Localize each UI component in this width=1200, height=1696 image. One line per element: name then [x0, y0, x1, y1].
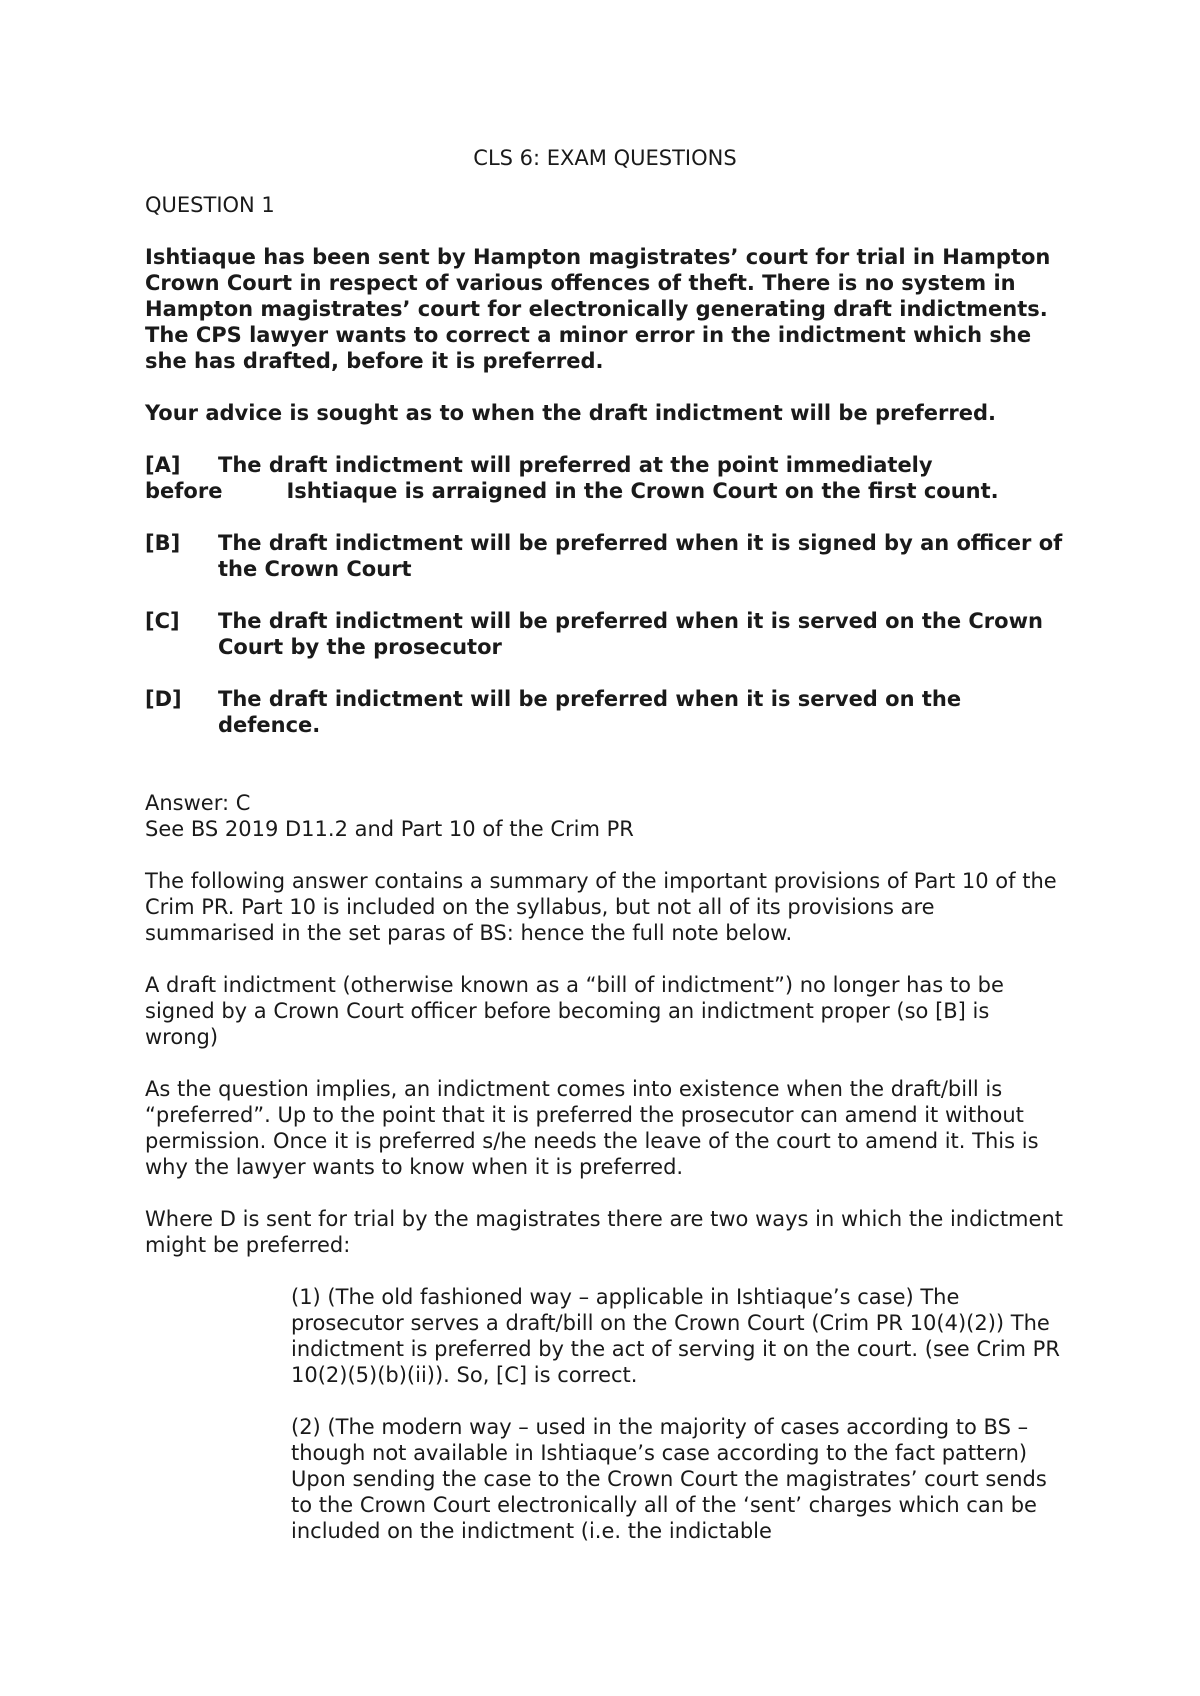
- option-c-letter: [C]: [145, 609, 180, 633]
- question-text: Ishtiaque has been sent by Hampton magistrates’ court for trial in Hampton Crown Court in respect of various offences of theft. There is no system in Hampton magistrates’ court for electronically generating draft indictments. The CPS lawyer wants to correct a minor error in the indictment which she she has drafted, before it is preferred.: [145, 245, 1051, 373]
- document-page: [145, 145, 1065, 1570]
- option-c: [145, 608, 1065, 660]
- option-a: [145, 452, 1065, 504]
- indented-way-2: (2) (The modern way – used in the majority of cases according to BS – though not available in Ishtiaque’s case according to the fact pattern) Upon sending the case to the Crown Court the magistrates’ court sends to the Crown Court electronically all of the ‘sent’ charges which can be included on the indictment (i.e. the indictable: [291, 1415, 1047, 1543]
- option-d-letter: [D]: [145, 687, 182, 711]
- paragraph-two-ways: Where D is sent for trial by the magistrates there are two ways in which the indictment might be preferred:: [145, 1207, 1063, 1257]
- paragraph-bill: A draft indictment (otherwise known as a “bill of indictment”) no longer has to be signed by a Crown Court officer before becoming an indictment proper (so [B] is wrong): [145, 973, 1004, 1049]
- option-a-line1: The draft indictment will preferred at the point immediately: [218, 453, 933, 477]
- paragraph-intro: The following answer contains a summary of the important provisions of Part 10 of the Crim PR. Part 10 is included on the syllabus, but not all of its provisions are summarised in the set paras of BS: hence the full note below.: [145, 869, 1057, 945]
- option-b-text: The draft indictment will be preferred when it is signed by an officer of the Crown Court: [218, 531, 1063, 581]
- document-title: CLS 6: EXAM QUESTIONS: [473, 146, 737, 170]
- paragraph-preferred: As the question implies, an indictment comes into existence when the draft/bill is “preferred”. Up to the point that it is preferred the prosecutor can amend it without permission. Once it is preferred s/he needs the leave of the court to amend it. This is why the lawyer wants to know when it is preferred.: [145, 1077, 1039, 1179]
- option-b-letter: [B]: [145, 531, 181, 555]
- option-d: [145, 686, 1065, 738]
- question-prompt: Your advice is sought as to when the draft indictment will be preferred.: [145, 401, 996, 425]
- indented-way-1: (1) (The old fashioned way – applicable in Ishtiaque’s case) The prosecutor serves a draft/bill on the Crown Court (Crim PR 10(4)(2)) The indictment is preferred by the act of serving it on the court. (see Crim PR 10(2)(5)(b)(ii)). So, [C] is correct.: [291, 1285, 1060, 1387]
- answer-block: [145, 790, 1065, 842]
- option-a-letter: [A]: [145, 453, 181, 477]
- question-heading: QUESTION 1: [145, 193, 275, 217]
- option-a-line2a: before: [145, 479, 223, 503]
- answer-line: Answer: C: [145, 791, 251, 815]
- option-d-text: The draft indictment will be preferred when it is served on the defence.: [218, 687, 962, 737]
- answer-reference: See BS 2019 D11.2 and Part 10 of the Crim PR: [145, 817, 634, 841]
- option-c-text: The draft indictment will be preferred when it is served on the Crown Court by the prosecutor: [218, 609, 1043, 659]
- option-a-line2b: Ishtiaque is arraigned in the Crown Court on the first count.: [286, 479, 999, 503]
- option-b: [145, 530, 1065, 582]
